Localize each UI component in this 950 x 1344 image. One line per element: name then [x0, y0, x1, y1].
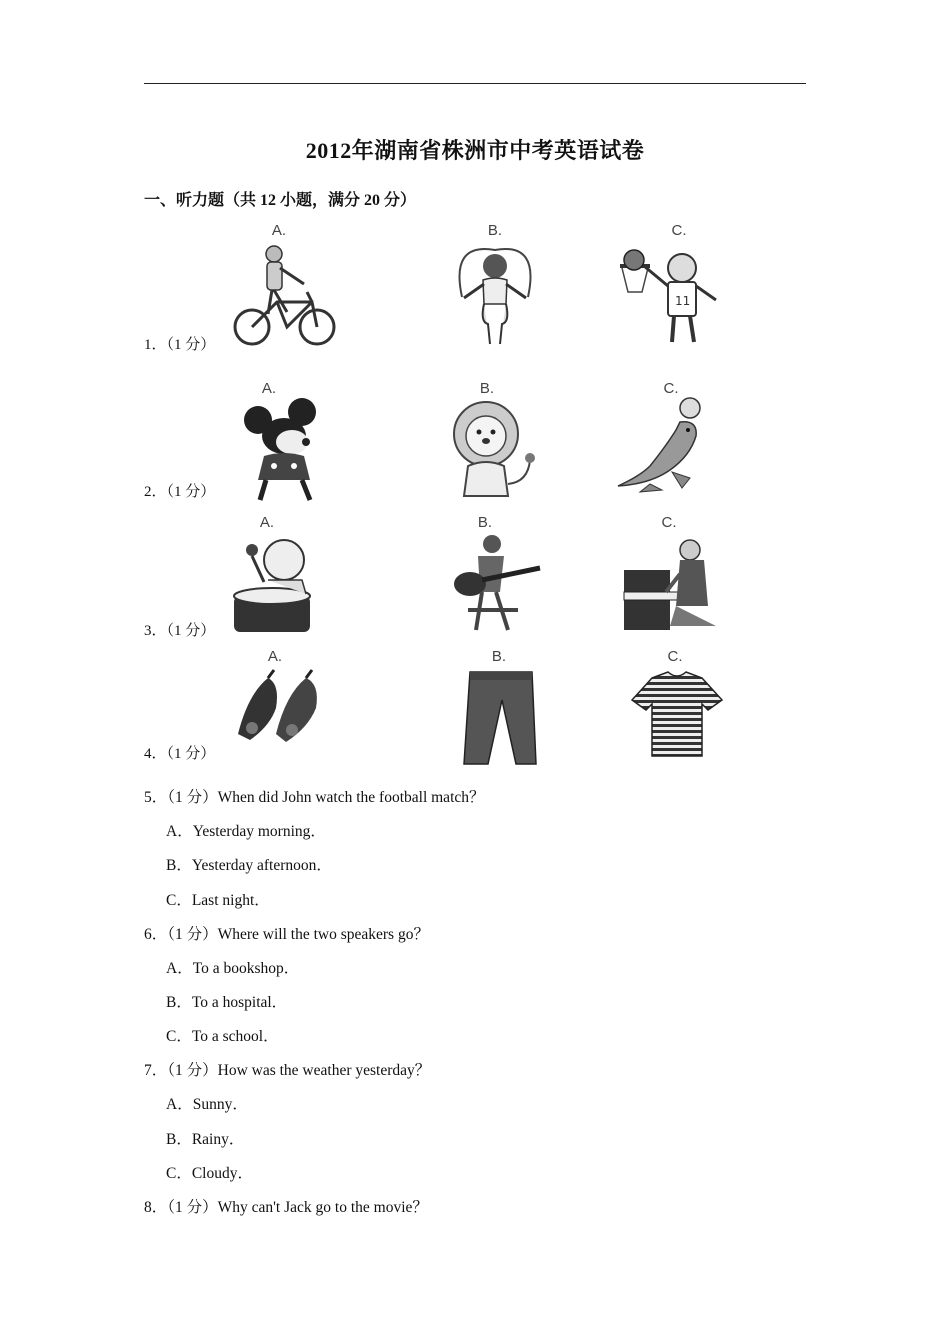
option-letter: B. [487, 222, 503, 239]
mickey-mouse-icon [230, 396, 340, 506]
answer-option: C．To a school． [166, 1028, 279, 1045]
answer-option: C．Last night． [166, 892, 270, 909]
option-letter: A. [267, 648, 283, 665]
seal-with-ball-icon [610, 396, 720, 506]
option-letter: B. [477, 514, 493, 531]
answer-option: A．To a bookshop． [166, 960, 300, 977]
answer-option: A．Sunny． [166, 1096, 248, 1113]
option-letter: B. [479, 380, 495, 397]
girl-jumping-rope-icon [440, 242, 550, 352]
section-heading: 一、听力题（共 12 小题，满分 20 分） [144, 192, 417, 209]
answer-option: B．Yesterday afternoon． [166, 857, 332, 874]
lion-icon [438, 396, 548, 506]
high-heel-shoes-icon [228, 664, 338, 774]
boy-riding-bicycle-icon [232, 242, 342, 352]
page-title: 2012年湖南省株洲市中考英语试卷 [305, 138, 645, 163]
boy-playing-basketball-icon [612, 242, 722, 352]
option-letter: C. [667, 648, 683, 665]
boy-playing-drum-icon [230, 530, 340, 640]
answer-option: C．Cloudy． [166, 1165, 253, 1182]
option-letter: B. [491, 648, 507, 665]
answer-option: A．Yesterday morning． [166, 823, 326, 840]
option-letter: C. [661, 514, 677, 531]
question-text: 5．（1 分）When did John watch the football match？ [144, 789, 485, 806]
option-letter: C. [663, 380, 679, 397]
striped-t-shirt-icon [622, 664, 732, 774]
option-letter: A. [261, 380, 277, 397]
option-letter: A. [271, 222, 287, 239]
question-label: 1．（1 分） [144, 337, 216, 353]
option-letter: C. [671, 222, 687, 239]
question-text: 8．（1 分）Why can't Jack go to the movie？ [144, 1199, 428, 1216]
question-text: 7．（1 分）How was the weather yesterday？ [144, 1062, 431, 1079]
answer-option: B．To a hospital． [166, 994, 288, 1011]
option-letter: A. [259, 514, 275, 531]
question-label: 3．（1 分） [144, 623, 216, 639]
svg-text:11: 11 [675, 294, 691, 308]
question-label: 4．（1 分） [144, 746, 216, 762]
answer-option: B．Rainy． [166, 1131, 245, 1148]
trousers-icon [446, 664, 556, 774]
question-label: 2．（1 分） [144, 484, 216, 500]
question-text: 6．（1 分）Where will the two speakers go？ [144, 926, 429, 943]
man-playing-guitar-icon [438, 530, 548, 640]
girl-playing-piano-icon [620, 530, 730, 640]
header-rule [144, 83, 806, 84]
